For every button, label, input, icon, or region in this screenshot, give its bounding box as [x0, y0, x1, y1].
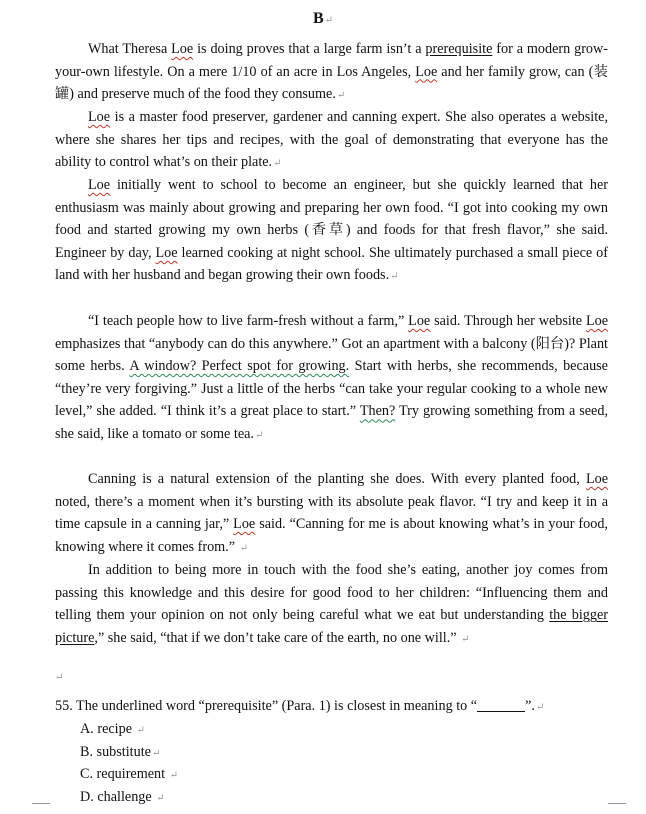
paragraph-2: Loe is a master food preserver, gardener and canning expert. She also operates a website, where she shares her tips and recipes, with the goal of demonstrating that everyone has the ability to control what’s on their plate.↵: [55, 109, 608, 171]
paragraph-1: What Theresa Loe is doing proves that a large farm isn’t a prerequisite for a modern grow-your-own lifestyle. On a mere 1/10 of an acre in Los Angeles, Loe and her family grow, can (装罐) and preserve much of the food they consume.↵: [55, 41, 608, 103]
paragraph-5: Canning is a natural extension of the planting she does. With every planted food, Loe noted, there’s a moment when it’s bursting with its absolute peak flavor. “I try and keep it in a time capsule in a canning jar,” Loe said. “Canning for me is about knowing what’s in your food, knowing where it comes from.” ↵: [55, 471, 608, 555]
paragraph-mark-icon: ↵: [254, 429, 264, 441]
paragraph-3: Loe initially went to school to become an engineer, but she quickly learned that her enthusiasm was mainly about growing and preparing her own food. “I got into cooking my own food and started growing my own herbs (香草) and foods for that fresh flavor,” she said. Engineer by day, Loe learned cooking at night school. She ultimately purchased a small piece of land with her husband and began growing their own foods.↵: [55, 177, 608, 284]
paragraph-4: “I teach people how to live farm-fresh without a farm,” Loe said. Through her website Loe emphasizes that “anybody can do this anywhere.” Got an apartment with a balcony (阳台)? Plant some herbs. A window? Perfect spot for growing. Start with herbs, she recommends, because “they’re very forgiving.” Just a little of the herbs “can take your regular cooking to a whole new level,” she added. “I think it’s a great place to start.” Then? Try growing something from a seed, she said, like a tomato or some tea.↵: [55, 313, 608, 442]
paragraph-mark-icon: ↵: [535, 702, 545, 713]
paragraph-mark-icon: ↵: [336, 90, 346, 102]
underlined-word: prerequisite: [425, 41, 493, 57]
option-a: A. recipe ↵: [80, 721, 145, 737]
paragraph-mark-icon: ↵: [390, 271, 399, 283]
option-d: D. challenge ↵: [80, 789, 165, 805]
underlined-phrase: the bigger picture: [55, 607, 609, 646]
paragraph-mark-icon: ↵: [273, 158, 282, 170]
paragraph-mark-icon: ↵: [151, 748, 161, 759]
empty-paragraph-mark-icon: ↵: [55, 672, 64, 683]
paragraph-6: In addition to being more in touch with the food she’s eating, another joy comes from passing this knowledge and this desire for good food to her children: “Influencing them and telling them your opinion on not only being careful what we eat but understanding the bigger picture,” she said, “that if we don’t take care of the earth, no one will.” ↵: [55, 562, 609, 646]
paragraph-mark-icon: ↵: [461, 633, 470, 645]
paragraph-mark-icon: ↵: [169, 770, 179, 781]
paragraph-mark-icon: ↵: [324, 15, 334, 26]
paragraph-mark-icon: ↵: [136, 725, 145, 736]
option-b: B. substitute↵: [80, 744, 161, 760]
answer-blank: [477, 697, 525, 712]
option-c: C. requirement ↵: [80, 766, 179, 782]
paragraph-mark-icon: ↵: [156, 793, 165, 804]
paragraph-mark-icon: ↵: [239, 542, 248, 554]
question-55: 55. The underlined word “prerequisite” (Para. 1) is closest in meaning to “ ”.↵: [55, 698, 545, 714]
section-title: B↵: [312, 10, 334, 27]
